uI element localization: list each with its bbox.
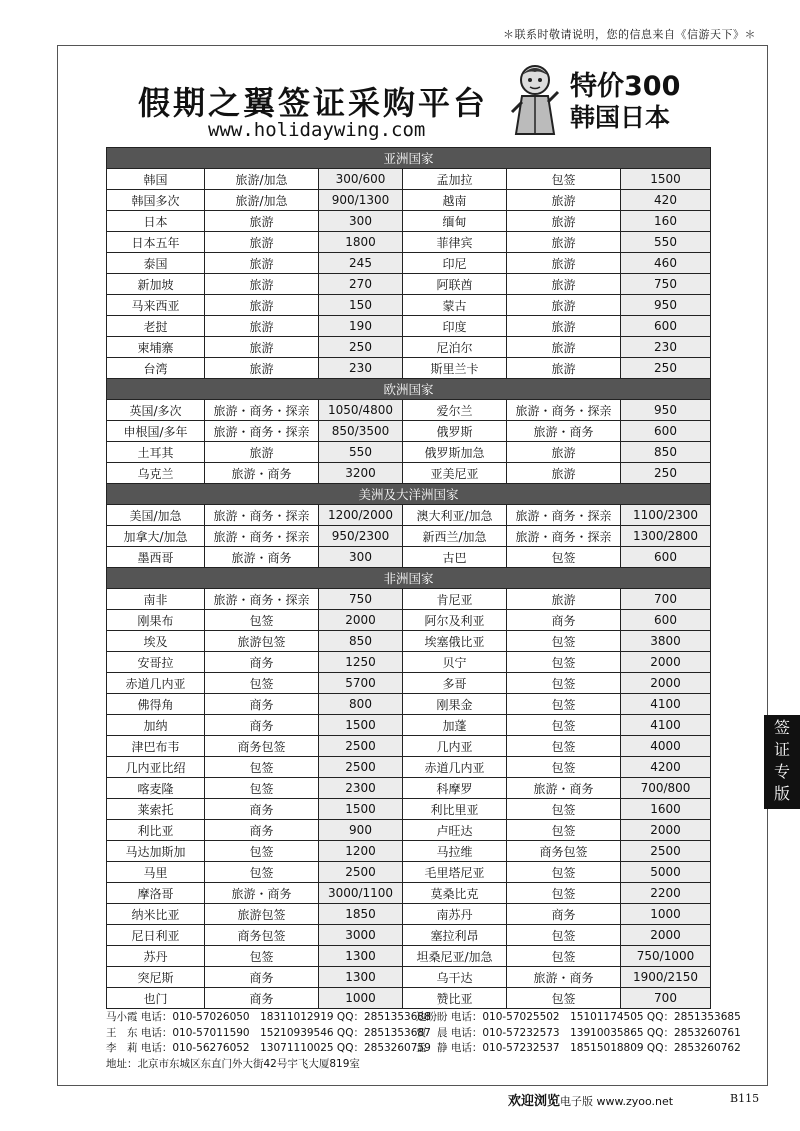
table-row: [107, 631, 711, 652]
address: 地址：北京市东城区东直门外大街42号宇飞大厦819室: [106, 1057, 360, 1070]
price-cell: 3000: [319, 925, 403, 946]
table-row: [107, 400, 711, 421]
country-cell: 刚果布: [107, 610, 205, 631]
visa-type-cell: 旅游: [507, 232, 621, 253]
price-cell: 230: [319, 358, 403, 379]
visa-type-cell: 商务: [205, 820, 319, 841]
table-row: [107, 463, 711, 484]
country-cell: 马里: [107, 862, 205, 883]
price-cell: 190: [319, 316, 403, 337]
price-cell: 550: [319, 442, 403, 463]
table-row: [107, 316, 711, 337]
top-note: ＊联系时敬请说明，您的信息来自《信游天下》＊: [503, 28, 756, 41]
visa-type-cell: 包签: [507, 169, 621, 190]
price-cell: 2000: [621, 820, 711, 841]
price-cell: 2200: [621, 883, 711, 904]
visa-type-cell: 旅游: [205, 316, 319, 337]
visa-type-cell: 旅游: [205, 337, 319, 358]
table-row: [107, 946, 711, 967]
visa-type-cell: 包签: [205, 841, 319, 862]
price-cell: 950: [621, 400, 711, 421]
visa-type-cell: 包签: [507, 862, 621, 883]
country-cell: 柬埔寨: [107, 337, 205, 358]
table-row: [107, 547, 711, 568]
price-cell: 5700: [319, 673, 403, 694]
country-cell: 加拿大/加急: [107, 526, 205, 547]
visa-type-cell: 旅游・商务・探亲: [205, 505, 319, 526]
visa-type-cell: 包签: [507, 694, 621, 715]
table-row: [107, 778, 711, 799]
table-row: [107, 421, 711, 442]
country-cell: 莫桑比克: [403, 883, 507, 904]
price-cell: 1500: [621, 169, 711, 190]
visa-type-cell: 旅游: [205, 232, 319, 253]
country-cell: 爱尔兰: [403, 400, 507, 421]
table-row: [107, 274, 711, 295]
price-cell: 600: [621, 610, 711, 631]
side-tab-char: 版: [773, 784, 790, 803]
country-cell: 利比里亚: [403, 799, 507, 820]
visa-type-cell: 旅游: [507, 190, 621, 211]
country-cell: 肯尼亚: [403, 589, 507, 610]
price-cell: 2500: [319, 736, 403, 757]
country-cell: 阿尔及利亚: [403, 610, 507, 631]
price-cell: 850: [621, 442, 711, 463]
country-cell: 喀麦隆: [107, 778, 205, 799]
price-cell: 2000: [621, 673, 711, 694]
contact-row: [106, 1041, 741, 1057]
country-cell: 埃塞俄比亚: [403, 631, 507, 652]
table-row: [107, 799, 711, 820]
table-row: [107, 904, 711, 925]
mascot-icon: [510, 62, 560, 137]
country-cell: 加蓬: [403, 715, 507, 736]
country-cell: 墨西哥: [107, 547, 205, 568]
table-row: [107, 757, 711, 778]
visa-type-cell: 包签: [205, 673, 319, 694]
visa-type-cell: 旅游: [507, 274, 621, 295]
visa-type-cell: 旅游・商务: [205, 463, 319, 484]
country-cell: 尼泊尔: [403, 337, 507, 358]
table-row: [107, 820, 711, 841]
visa-type-cell: 旅游・商务・探亲: [507, 400, 621, 421]
visa-type-cell: 商务: [205, 799, 319, 820]
country-cell: 日本: [107, 211, 205, 232]
price-cell: 2500: [319, 862, 403, 883]
country-cell: 古巴: [403, 547, 507, 568]
country-cell: 马来西亚: [107, 295, 205, 316]
price-cell: 1000: [319, 988, 403, 1009]
footer-welcome: [508, 1090, 673, 1109]
price-cell: 2000: [621, 925, 711, 946]
price-cell: 1200/2000: [319, 505, 403, 526]
visa-type-cell: 旅游・商务: [507, 778, 621, 799]
contact-entry: 孟 静 电话：010-57232537 18515018809 QQ：2853260762: [416, 1042, 741, 1054]
section-title: 欧洲国家: [107, 379, 711, 400]
price-cell: 300/600: [319, 169, 403, 190]
table-row: [107, 694, 711, 715]
visa-type-cell: 旅游: [507, 337, 621, 358]
promo-price: 特价300: [570, 71, 681, 102]
price-cell: 750: [319, 589, 403, 610]
price-cell: 1500: [319, 799, 403, 820]
contact-row: [106, 1026, 741, 1042]
country-cell: 塞拉利昂: [403, 925, 507, 946]
side-tab: [764, 715, 800, 809]
price-cell: 230: [621, 337, 711, 358]
country-cell: 乌干达: [403, 967, 507, 988]
price-cell: 4100: [621, 715, 711, 736]
visa-type-cell: 包签: [507, 631, 621, 652]
contacts-block: [106, 1010, 741, 1072]
country-cell: 多哥: [403, 673, 507, 694]
price-cell: 420: [621, 190, 711, 211]
country-cell: 卢旺达: [403, 820, 507, 841]
table-row: [107, 442, 711, 463]
country-cell: 越南: [403, 190, 507, 211]
visa-type-cell: 商务包签: [507, 841, 621, 862]
price-cell: 270: [319, 274, 403, 295]
country-cell: 摩洛哥: [107, 883, 205, 904]
country-cell: 阿联酋: [403, 274, 507, 295]
header: [58, 46, 767, 146]
visa-type-cell: 旅游: [507, 295, 621, 316]
country-cell: 突尼斯: [107, 967, 205, 988]
country-cell: 科摩罗: [403, 778, 507, 799]
visa-type-cell: 商务: [205, 694, 319, 715]
price-cell: 1500: [319, 715, 403, 736]
country-cell: 亚美尼亚: [403, 463, 507, 484]
price-cell: 900/1300: [319, 190, 403, 211]
country-cell: 申根国/多年: [107, 421, 205, 442]
section-title: 非洲国家: [107, 568, 711, 589]
country-cell: 缅甸: [403, 211, 507, 232]
country-cell: 蒙古: [403, 295, 507, 316]
price-cell: 700/800: [621, 778, 711, 799]
country-cell: 泰国: [107, 253, 205, 274]
section-header-row: [107, 148, 711, 169]
price-cell: 800: [319, 694, 403, 715]
table-row: [107, 337, 711, 358]
price-cell: 1900/2150: [621, 967, 711, 988]
country-cell: 莱索托: [107, 799, 205, 820]
price-cell: 250: [621, 358, 711, 379]
section-header-row: [107, 484, 711, 505]
contact-entry: 边盼盼 电话：010-57025502 15101174505 QQ：2851353685: [416, 1011, 741, 1023]
table-row: [107, 526, 711, 547]
contact-row: [106, 1010, 741, 1026]
visa-type-cell: 包签: [507, 820, 621, 841]
table-row: [107, 883, 711, 904]
visa-type-cell: 包签: [507, 799, 621, 820]
price-cell: 460: [621, 253, 711, 274]
price-cell: 750/1000: [621, 946, 711, 967]
country-cell: 尼日利亚: [107, 925, 205, 946]
page-frame: [57, 45, 768, 1086]
visa-type-cell: 包签: [507, 736, 621, 757]
country-cell: 斯里兰卡: [403, 358, 507, 379]
visa-type-cell: 旅游・商务: [205, 547, 319, 568]
visa-type-cell: 包签: [205, 862, 319, 883]
country-cell: 韩国: [107, 169, 205, 190]
country-cell: 几内亚: [403, 736, 507, 757]
country-cell: 津巴布韦: [107, 736, 205, 757]
visa-type-cell: 包签: [507, 757, 621, 778]
visa-type-cell: 包签: [507, 547, 621, 568]
visa-type-cell: 旅游: [205, 211, 319, 232]
table-row: [107, 505, 711, 526]
price-cell: 600: [621, 547, 711, 568]
country-cell: 台湾: [107, 358, 205, 379]
price-cell: 250: [319, 337, 403, 358]
table-row: [107, 925, 711, 946]
price-cell: 600: [621, 421, 711, 442]
table-row: [107, 862, 711, 883]
table-row: [107, 841, 711, 862]
country-cell: 乌克兰: [107, 463, 205, 484]
price-cell: 3800: [621, 631, 711, 652]
visa-type-cell: 包签: [507, 715, 621, 736]
table-row: [107, 295, 711, 316]
price-cell: 1300: [319, 967, 403, 988]
visa-type-cell: 包签: [507, 673, 621, 694]
contact-entry: 李 莉 电话：010-56276052 13071110025 QQ：2853260759: [106, 1042, 431, 1054]
price-cell: 1300: [319, 946, 403, 967]
country-cell: 埃及: [107, 631, 205, 652]
visa-type-cell: 旅游: [507, 253, 621, 274]
section-title: 亚洲国家: [107, 148, 711, 169]
country-cell: 印度: [403, 316, 507, 337]
country-cell: 俄罗斯: [403, 421, 507, 442]
price-cell: 900: [319, 820, 403, 841]
contact-entry: 贾 晨 电话：010-57232573 13910035865 QQ：2853260761: [416, 1026, 741, 1039]
section-header-row: [107, 568, 711, 589]
visa-price-table: [106, 147, 711, 1009]
visa-type-cell: 包签: [507, 925, 621, 946]
visa-type-cell: 商务包签: [205, 925, 319, 946]
table-row: [107, 736, 711, 757]
country-cell: 印尼: [403, 253, 507, 274]
country-cell: 贝宁: [403, 652, 507, 673]
country-cell: 几内亚比绍: [107, 757, 205, 778]
price-cell: 250: [621, 463, 711, 484]
country-cell: 英国/多次: [107, 400, 205, 421]
visa-type-cell: 旅游・商务・探亲: [507, 505, 621, 526]
country-cell: 赤道几内亚: [403, 757, 507, 778]
country-cell: 新西兰/加急: [403, 526, 507, 547]
price-cell: 1100/2300: [621, 505, 711, 526]
table-row: [107, 358, 711, 379]
price-cell: 950: [621, 295, 711, 316]
visa-type-cell: 旅游・商务・探亲: [205, 400, 319, 421]
table-row: [107, 967, 711, 988]
visa-type-cell: 旅游・商务: [205, 883, 319, 904]
country-cell: 澳大利亚/加急: [403, 505, 507, 526]
table-row: [107, 211, 711, 232]
visa-type-cell: 旅游・商务・探亲: [205, 589, 319, 610]
visa-type-cell: 旅游/加急: [205, 169, 319, 190]
side-tab-char: 签: [773, 718, 790, 737]
visa-type-cell: 旅游/加急: [205, 190, 319, 211]
visa-type-cell: 旅游: [507, 589, 621, 610]
country-cell: 安哥拉: [107, 652, 205, 673]
visa-type-cell: 旅游包签: [205, 904, 319, 925]
price-cell: 850/3500: [319, 421, 403, 442]
visa-type-cell: 包签: [507, 883, 621, 904]
price-cell: 1200: [319, 841, 403, 862]
price-cell: 2500: [319, 757, 403, 778]
price-cell: 150: [319, 295, 403, 316]
section-title: 美洲及大洋洲国家: [107, 484, 711, 505]
visa-type-cell: 旅游: [507, 358, 621, 379]
visa-type-cell: 商务: [205, 988, 319, 1009]
country-cell: 毛里塔尼亚: [403, 862, 507, 883]
country-cell: 俄罗斯加急: [403, 442, 507, 463]
country-cell: 孟加拉: [403, 169, 507, 190]
price-cell: 1050/4800: [319, 400, 403, 421]
page-number: B115: [730, 1092, 760, 1105]
visa-type-cell: 包签: [507, 652, 621, 673]
price-cell: 4000: [621, 736, 711, 757]
visa-type-cell: 包签: [205, 946, 319, 967]
contact-entry: 王 东 电话：010-57011590 15210939546 QQ：2851353687: [106, 1026, 431, 1039]
country-cell: 日本五年: [107, 232, 205, 253]
country-cell: 坦桑尼亚/加急: [403, 946, 507, 967]
visa-type-cell: 旅游: [205, 358, 319, 379]
visa-type-cell: 商务: [205, 715, 319, 736]
country-cell: 赞比亚: [403, 988, 507, 1009]
visa-type-cell: 旅游・商务: [507, 421, 621, 442]
price-cell: 300: [319, 211, 403, 232]
visa-type-cell: 商务: [205, 967, 319, 988]
country-cell: 也门: [107, 988, 205, 1009]
country-cell: 土耳其: [107, 442, 205, 463]
price-cell: 2000: [319, 610, 403, 631]
visa-type-cell: 旅游: [507, 442, 621, 463]
country-cell: 利比亚: [107, 820, 205, 841]
table-row: [107, 715, 711, 736]
country-cell: 赤道几内亚: [107, 673, 205, 694]
price-cell: 1600: [621, 799, 711, 820]
price-cell: 4100: [621, 694, 711, 715]
side-tab-char: 专: [773, 762, 790, 781]
price-cell: 1300/2800: [621, 526, 711, 547]
footer-site: 电子版 www.zyoo.net: [560, 1095, 674, 1108]
visa-type-cell: 包签: [205, 757, 319, 778]
table-row: [107, 169, 711, 190]
table-row: [107, 253, 711, 274]
visa-type-cell: 旅游・商务・探亲: [205, 526, 319, 547]
country-cell: 苏丹: [107, 946, 205, 967]
price-cell: 5000: [621, 862, 711, 883]
table-row: [107, 589, 711, 610]
country-cell: 马达加斯加: [107, 841, 205, 862]
price-cell: 700: [621, 589, 711, 610]
country-cell: 南苏丹: [403, 904, 507, 925]
country-cell: 刚果金: [403, 694, 507, 715]
visa-type-cell: 旅游: [205, 274, 319, 295]
price-cell: 2300: [319, 778, 403, 799]
price-cell: 160: [621, 211, 711, 232]
visa-type-cell: 旅游: [205, 253, 319, 274]
visa-type-cell: 旅游包签: [205, 631, 319, 652]
country-cell: 新加坡: [107, 274, 205, 295]
price-cell: 850: [319, 631, 403, 652]
country-cell: 菲律宾: [403, 232, 507, 253]
table-row: [107, 610, 711, 631]
visa-type-cell: 旅游・商务: [507, 967, 621, 988]
price-cell: 1250: [319, 652, 403, 673]
website-url: www.holidaywing.com: [208, 119, 426, 141]
visa-type-cell: 包签: [507, 946, 621, 967]
visa-type-cell: 旅游: [205, 442, 319, 463]
price-cell: 245: [319, 253, 403, 274]
price-cell: 1800: [319, 232, 403, 253]
country-cell: 马拉维: [403, 841, 507, 862]
country-cell: 美国/加急: [107, 505, 205, 526]
country-cell: 老挝: [107, 316, 205, 337]
price-cell: 4200: [621, 757, 711, 778]
visa-type-cell: 旅游・商务・探亲: [507, 526, 621, 547]
visa-type-cell: 包签: [507, 988, 621, 1009]
visa-type-cell: 商务: [507, 904, 621, 925]
country-cell: 韩国多次: [107, 190, 205, 211]
visa-type-cell: 包签: [205, 778, 319, 799]
table-row: [107, 652, 711, 673]
table-row: [107, 232, 711, 253]
price-cell: 2500: [621, 841, 711, 862]
table-row: [107, 988, 711, 1009]
price-cell: 3000/1100: [319, 883, 403, 904]
visa-type-cell: 商务: [507, 610, 621, 631]
promo-countries: 韩国日本: [570, 103, 671, 132]
visa-type-cell: 旅游: [507, 316, 621, 337]
price-cell: 750: [621, 274, 711, 295]
price-cell: 700: [621, 988, 711, 1009]
country-cell: 纳米比亚: [107, 904, 205, 925]
price-cell: 300: [319, 547, 403, 568]
country-cell: 佛得角: [107, 694, 205, 715]
price-cell: 950/2300: [319, 526, 403, 547]
visa-type-cell: 旅游: [507, 463, 621, 484]
visa-type-cell: 旅游: [507, 211, 621, 232]
price-cell: 1850: [319, 904, 403, 925]
side-tab-char: 证: [773, 740, 790, 759]
table-row: [107, 673, 711, 694]
page-title: 假期之翼签证采购平台: [138, 84, 489, 122]
table-row: [107, 190, 711, 211]
price-cell: 550: [621, 232, 711, 253]
price-cell: 600: [621, 316, 711, 337]
visa-type-cell: 旅游・商务・探亲: [205, 421, 319, 442]
visa-type-cell: 包签: [205, 610, 319, 631]
price-cell: 3200: [319, 463, 403, 484]
footer-welcome-text: 欢迎浏览: [508, 1094, 561, 1109]
visa-type-cell: 商务包签: [205, 736, 319, 757]
visa-type-cell: 商务: [205, 652, 319, 673]
contact-entry: 马小霞 电话：010-57026050 18311012919 QQ：2851353688: [106, 1011, 431, 1023]
price-cell: 2000: [621, 652, 711, 673]
country-cell: 南非: [107, 589, 205, 610]
section-header-row: [107, 379, 711, 400]
price-cell: 1000: [621, 904, 711, 925]
visa-type-cell: 旅游: [205, 295, 319, 316]
country-cell: 加纳: [107, 715, 205, 736]
